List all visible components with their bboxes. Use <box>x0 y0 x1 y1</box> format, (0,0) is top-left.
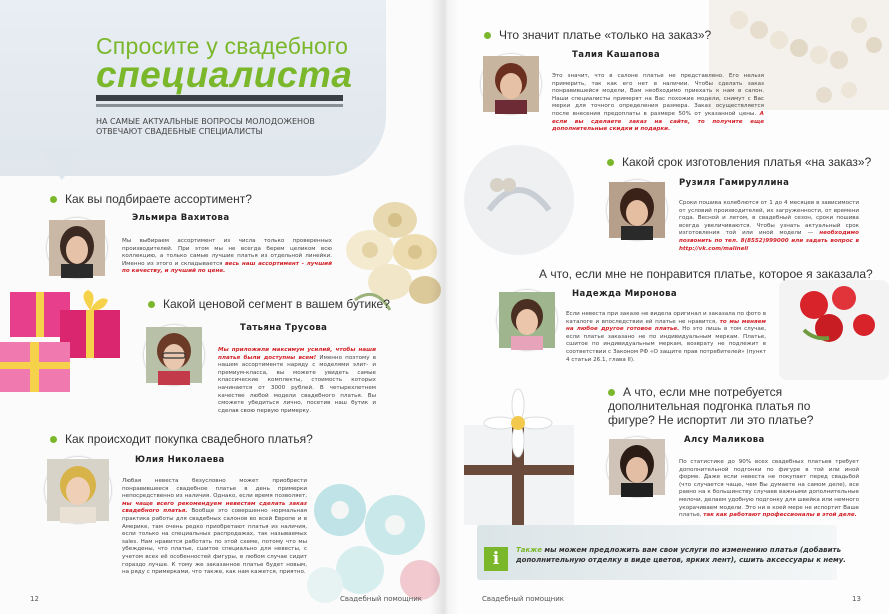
question-4-text: Что значит платье «только на заказ»? <box>499 28 712 42</box>
answer-3 <box>122 478 307 577</box>
title-underline-dark <box>96 95 343 101</box>
bullet-icon <box>607 159 614 166</box>
footer-label-right: Свадебный помощник <box>482 595 565 603</box>
answer-1-highlight: весь наш ассортимент - лучший по качеству, и лучший по цене. <box>122 260 332 275</box>
answer-5 <box>679 200 859 253</box>
expert-avatar-7 <box>607 437 667 497</box>
answer-1 <box>122 238 332 276</box>
footer-label-left: Свадебный помощник <box>340 595 423 603</box>
question-6-text: А что, если мне не понравится платье, которое я заказала? <box>539 267 873 281</box>
expert-avatar-1 <box>47 218 107 278</box>
answer-7 <box>679 459 859 520</box>
page-title-line1: Спросите у свадебного <box>96 33 349 59</box>
answer-5-text: Сроки пошива колеблются от 1 до 4 месяцев в зависимости от условий производителей, их загруженности, от времени года. Весной и летом, в свадебный сезон, сроки пошива всегда увеличиваются. Чтобы узнать актуальный срок изготовления той или иной модели — <box>679 200 859 237</box>
expert-name-1: Эльмира Вахитова <box>132 213 230 223</box>
answer-3-highlight: мы чаще всего рекомендуем невестам сделать заказ свадебного платья. <box>122 500 307 515</box>
speech-bubble-tail <box>40 150 84 180</box>
expert-avatar-4 <box>481 54 541 114</box>
page-number-left: 12 <box>30 595 39 603</box>
answer-3-text-2: Вообще это совершенно нормальная практика работы для свадебных салонов во всей Европе и в Америке, там очень редко приобретают платья из наличия, если только на специальных распродажах, так называемых sales. Нам нравится работать по этой схеме, потому что мы убеждены, что платье, сшитое специально для невесты, с учетом всех её особенностей фигуры, в любом случае сидит гораздо лучше. К тому же заказанное платье будет новым, на ряду с примерками, что также, как нам кажется, приятно. <box>122 508 307 576</box>
title-underline-gray <box>96 104 343 107</box>
answer-6 <box>566 311 766 364</box>
gift-daisy-photo <box>444 385 584 545</box>
lead-text: НА САМЫЕ АКТУАЛЬНЫЕ ВОПРОСЫ МОЛОДОЖЕНОВ ОТВЕЧАЮТ СВАДЕБНЫЕ СПЕЦИАЛИСТЫ <box>96 117 315 136</box>
answer-6-text-1: Если невеста при заказе не видела оригинал и заказала по фото в каталоге и впоследствии ей платье не нравится, <box>566 311 766 325</box>
answer-2 <box>218 347 376 415</box>
spine-fold-shadow <box>430 0 460 614</box>
question-3-text: Как происходит покупка свадебного платья? <box>65 432 313 446</box>
expert-name-2: Татьяна Трусова <box>240 323 328 333</box>
answer-1-text: Мы выбираем ассортимент из числа только проверенных производителей. При этом мы не всегда берем целиком всю коллекцию, а только самые лучшие платья из отдельной линейки. Именно из этого и складывается <box>122 238 332 267</box>
answer-7-highlight: так как работают профессионалы в этой деле. <box>703 512 857 519</box>
question-1-text: Как вы подбираете ассортимент? <box>65 192 252 206</box>
expert-name-6: Надежда Миронова <box>572 289 678 299</box>
expert-name-5: Рузиля Гамируллина <box>679 178 790 188</box>
bullet-icon <box>50 436 57 443</box>
expert-name-7: Алсу Маликова <box>684 435 765 445</box>
bullet-icon <box>50 196 57 203</box>
answer-7-text: По статистике до 90% всех свадебных платьев требует дополнительной подгонки по фигуре в той или иной форме. Даже если невеста не покупает перед свадьбой (что случается чаще, чем Вы думаете на самом деле), все равно на к большинству случаев важными дополнительные мелочи, делаем удобную подгонку для швейка или немного укорачиваем модели. Это ни в коей мере не испортит Ваше платье, <box>679 459 859 519</box>
question-2-text: Какой ценовой сегмент в вашем бутике? <box>163 297 390 311</box>
question-2 <box>148 297 390 311</box>
answer-2-highlight: Мы приложили максимум усилий, чтобы наши платья были доступны всем! <box>218 347 376 361</box>
answer-2-text: Именно поэтому в нашем ассортименте наряду с моделями элит- и премиум-класса, вы можете увидеть самые классические комплекты, стоимость которых начинается от 3000 рублей. В четырехлетнем качестве любой модели свадебного платья. Вы сможете убедиться лично, посетив наш бутик и сделав свою первую примерку. <box>218 354 377 414</box>
info-box-main: мы можем предложить вам свои услуги по изменению платья (добавить дополнительную отделку в виде цветов, ярких лент), сшить аксессуары к нему. <box>516 546 846 564</box>
expert-avatar-2 <box>144 325 204 385</box>
info-icon: i <box>484 547 508 571</box>
expert-name-4: Талия Кашапова <box>572 50 661 60</box>
answer-3-text-1: Любая невеста безусловно может приобрести понравившееся свадебное платье в день примерки непосредственно из наличия. Однако, если время позволяет, <box>122 478 307 500</box>
question-1 <box>50 192 252 206</box>
answer-5-highlight: необходимо позвонить по тел. 8(8552)999000 или задать вопрос в http://vk.com/malineli <box>679 230 859 252</box>
question-4 <box>484 28 711 42</box>
gift-boxes-photo <box>0 282 140 402</box>
question-3 <box>50 432 313 446</box>
wedding-cake-photo <box>449 140 599 270</box>
bullet-icon <box>148 301 155 308</box>
expert-avatar-6 <box>497 290 557 350</box>
question-5 <box>607 155 871 169</box>
answer-4-text: Это значит, что в салоне платье не представлено. Его нельзя примерить, так как его нет в наличии. Чтобы сделать заказ понравившейся модели, Вам необходимо приехать к нам в салон. Наши специалисты примерят на Вас похожие модели, снимут с Вас мерки для точного определения размера. Заказ осуществляется после внесения предоплаты в размере 50% от указанной цены. <box>552 73 764 117</box>
answer-4 <box>552 73 764 134</box>
blue-flowers-photo <box>300 470 445 614</box>
question-6 <box>539 267 873 281</box>
bullet-icon <box>608 389 615 396</box>
expert-avatar-3 <box>45 457 111 523</box>
left-page <box>0 0 444 614</box>
bullet-icon <box>484 32 491 39</box>
info-box-lead: Также <box>516 546 542 554</box>
expert-avatar-5 <box>607 180 667 240</box>
question-5-text: Какой срок изготовления платья «на заказ»? <box>622 155 872 169</box>
question-7 <box>608 385 848 427</box>
red-roses-photo <box>774 270 889 390</box>
info-box-text <box>516 545 846 565</box>
question-7-text: А что, если мне потребуется дополнительная подгонка платья по фигуре? Не испортит ли это платье? <box>608 385 814 427</box>
page-number-right: 13 <box>852 595 861 603</box>
page-title-line2: специалиста <box>96 54 353 95</box>
answer-6-highlight: то мы меняем на любое другое готовое платье. <box>566 318 766 333</box>
answer-6-text-2: Но это лишь в том случае, если платье заказано не по индивидуальным меркам. Платье, сшитое по индивидуальным меркам, возврату не подлежит в соответствии с Законом РФ «О защите прав потребителей» (пункт 4 статьи 26.1, глава II). <box>566 326 766 363</box>
right-page <box>444 0 889 614</box>
expert-name-3: Юлия Николаева <box>135 455 225 465</box>
answer-4-highlight: А если вы сделаете заказ на сайте, то получите еще дополнительные скидки и подарки. <box>552 110 764 133</box>
